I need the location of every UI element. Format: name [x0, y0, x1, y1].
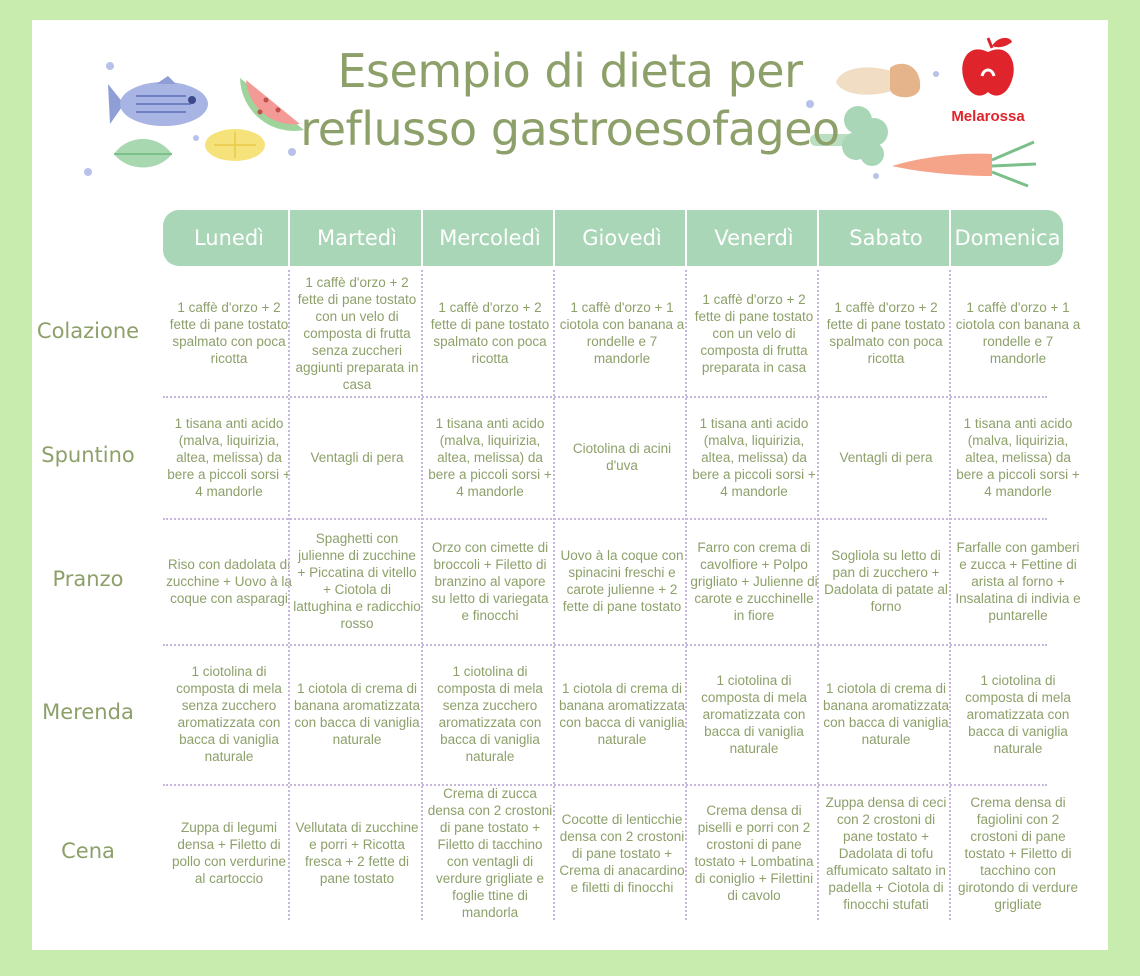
day-header-1: Lunedì — [193, 226, 265, 250]
brand-name: Melarossa — [951, 108, 1025, 125]
menu-cell: 1 tisana anti acido (malva, liquirizia, altea, melissa) da bere a piccoli sorsi + 4 mandorle — [428, 415, 552, 499]
menu-cell: 1 tisana anti acido (malva, liquirizia, altea, melissa) da bere a piccoli sorsi + 4 mandorle — [167, 415, 291, 499]
menu-cell: Crema di zucca densa con 2 crostoni di pane tostato + Filetto di tacchino con ventagli di verdure grigliate e foglie ttine di mandorla — [427, 786, 553, 920]
menu-cell: 1 caffè d'orzo + 2 fette di pane tostato con un velo di composta di frutta senza zuccheri aggiunti preparata in casa — [295, 274, 419, 392]
menu-cell: 1 ciotola di crema di banana aromatizzata con bacca di vaniglia naturale — [293, 681, 421, 747]
row-separator — [163, 518, 1047, 520]
day-separator — [949, 210, 951, 266]
meal-label-5: Cena — [61, 839, 115, 863]
menu-cell: 1 caffè d'orzo + 2 fette di pane tostato spalmato con poca ricotta — [169, 300, 289, 366]
day-separator — [553, 210, 555, 266]
day-header-7: Domenica — [954, 226, 1061, 250]
menu-cell: Uovo à la coque con spinacini freschi e carote julienne + 2 fette di pane tostato — [560, 548, 684, 614]
column-separator — [553, 270, 555, 920]
menu-cell: 1 caffè d'orzo + 1 ciotola con banana a rondelle e 7 mandorle — [955, 300, 1081, 366]
menu-cell: 1 ciotolina di composta di mela aromatizzata con bacca di vaniglia naturale — [701, 672, 807, 756]
menu-cell: Zuppa densa di ceci con 2 crostoni di pane tostato + Dadolata di tofu affumicato saltato in padella + Ciotola di finocchi stufati — [825, 794, 947, 912]
day-header-3: Mercoledì — [439, 226, 541, 250]
menu-cell: 1 caffè d'orzo + 2 fette di pane tostato con un velo di composta di frutta preparata in casa — [694, 291, 814, 375]
column-separator — [421, 270, 423, 920]
menu-cell: Orzo con cimette di broccoli + Filetto di branzino al vapore su letto di variegata e finocchi — [431, 539, 549, 623]
menu-cell: 1 ciotolina di composta di mela senza zucchero aromatizzata con bacca di vaniglia naturale — [437, 664, 543, 764]
menu-cell: 1 ciotola di crema di banana aromatizzata con bacca di vaniglia naturale — [558, 681, 686, 747]
menu-cell: 1 tisana anti acido (malva, liquirizia, altea, melissa) da bere a piccoli sorsi + 4 mandorle — [956, 415, 1080, 499]
menu-cell: Ciotolina di acini d'uva — [572, 441, 672, 473]
menu-cell: Sogliola su letto di pan di zucchero + Dadolata di patate al forno — [824, 548, 948, 614]
meal-label-3: Pranzo — [52, 567, 124, 591]
column-separator — [817, 270, 819, 920]
menu-cell: Zuppa di legumi densa + Filetto di pollo con verdurine al cartoccio — [171, 820, 287, 886]
day-separator — [817, 210, 819, 266]
title-line-2: reflusso gastroesofageo — [300, 102, 840, 156]
menu-cell: 1 caffè d'orzo + 1 ciotola con banana a rondelle e 7 mandorle — [559, 300, 685, 366]
day-header-4: Giovedì — [582, 226, 662, 250]
menu-cell: Spaghetti con julienne di zucchine + Piccatina di vitello + Ciotola di lattughina e radicchio rosso — [293, 531, 421, 631]
menu-cell: Riso con dadolata di zucchine + Uovo à la coque con asparagi — [166, 556, 292, 606]
menu-cell: Ventagli di pera — [310, 449, 404, 465]
menu-cell: Farro con crema di cavolfiore + Polpo grigliato + Julienne di carote e zucchinelle in fiore — [690, 539, 818, 623]
day-header-5: Venerdì — [714, 226, 794, 250]
menu-cell: Cocotte di lenticchie densa con 2 crostoni di pane tostato + Crema di anacardino e filetti di finocchi — [559, 811, 685, 895]
menu-cell: 1 ciotolina di composta di mela aromatizzata con bacca di vaniglia naturale — [965, 672, 1071, 756]
menu-cell: Vellutata di zucchine e porri + Ricotta fresca + 2 fette di pane tostato — [295, 820, 419, 886]
meal-label-2: Spuntino — [41, 443, 135, 467]
day-separator — [685, 210, 687, 266]
menu-cell: 1 caffè d'orzo + 2 fette di pane tostato spalmato con poca ricotta — [430, 300, 550, 366]
title-line-1: Esempio di dieta per — [337, 44, 803, 98]
menu-cell: Ventagli di pera — [839, 449, 933, 465]
meal-label-1: Colazione — [36, 319, 140, 343]
row-separator — [163, 644, 1047, 646]
menu-cell: 1 caffè d'orzo + 2 fette di pane tostato spalmato con poca ricotta — [826, 300, 946, 366]
meal-label-4: Merenda — [42, 700, 134, 724]
column-separator — [288, 270, 290, 920]
column-separator — [949, 270, 951, 920]
menu-cell: Crema densa di fagiolini con 2 crostoni di pane tostato + Filetto di tacchino con girotondo di verdure grigliate — [957, 794, 1079, 912]
column-separator — [685, 270, 687, 920]
day-header-6: Sabato — [849, 226, 923, 250]
day-separator — [421, 210, 423, 266]
menu-cell: Crema densa di piselli e porri con 2 crostoni di pane tostato + Lombatina di coniglio + Filettini di cavolo — [694, 803, 814, 903]
day-header-2: Martedì — [317, 226, 397, 250]
menu-cell: Farfalle con gamberi e zucca + Fettine di arista al forno + Insalatina di indivia e puntarelle — [955, 539, 1081, 623]
row-separator — [163, 784, 1047, 786]
menu-cell: 1 ciotolina di composta di mela senza zucchero aromatizzata con bacca di vaniglia naturale — [176, 664, 282, 764]
row-separator — [163, 396, 1047, 398]
day-separator — [288, 210, 290, 266]
page-title — [0, 42, 1140, 158]
menu-cell: 1 tisana anti acido (malva, liquirizia, altea, melissa) da bere a piccoli sorsi + 4 mandorle — [692, 415, 816, 499]
menu-cell: 1 ciotola di crema di banana aromatizzata con bacca di vaniglia naturale — [822, 681, 950, 747]
